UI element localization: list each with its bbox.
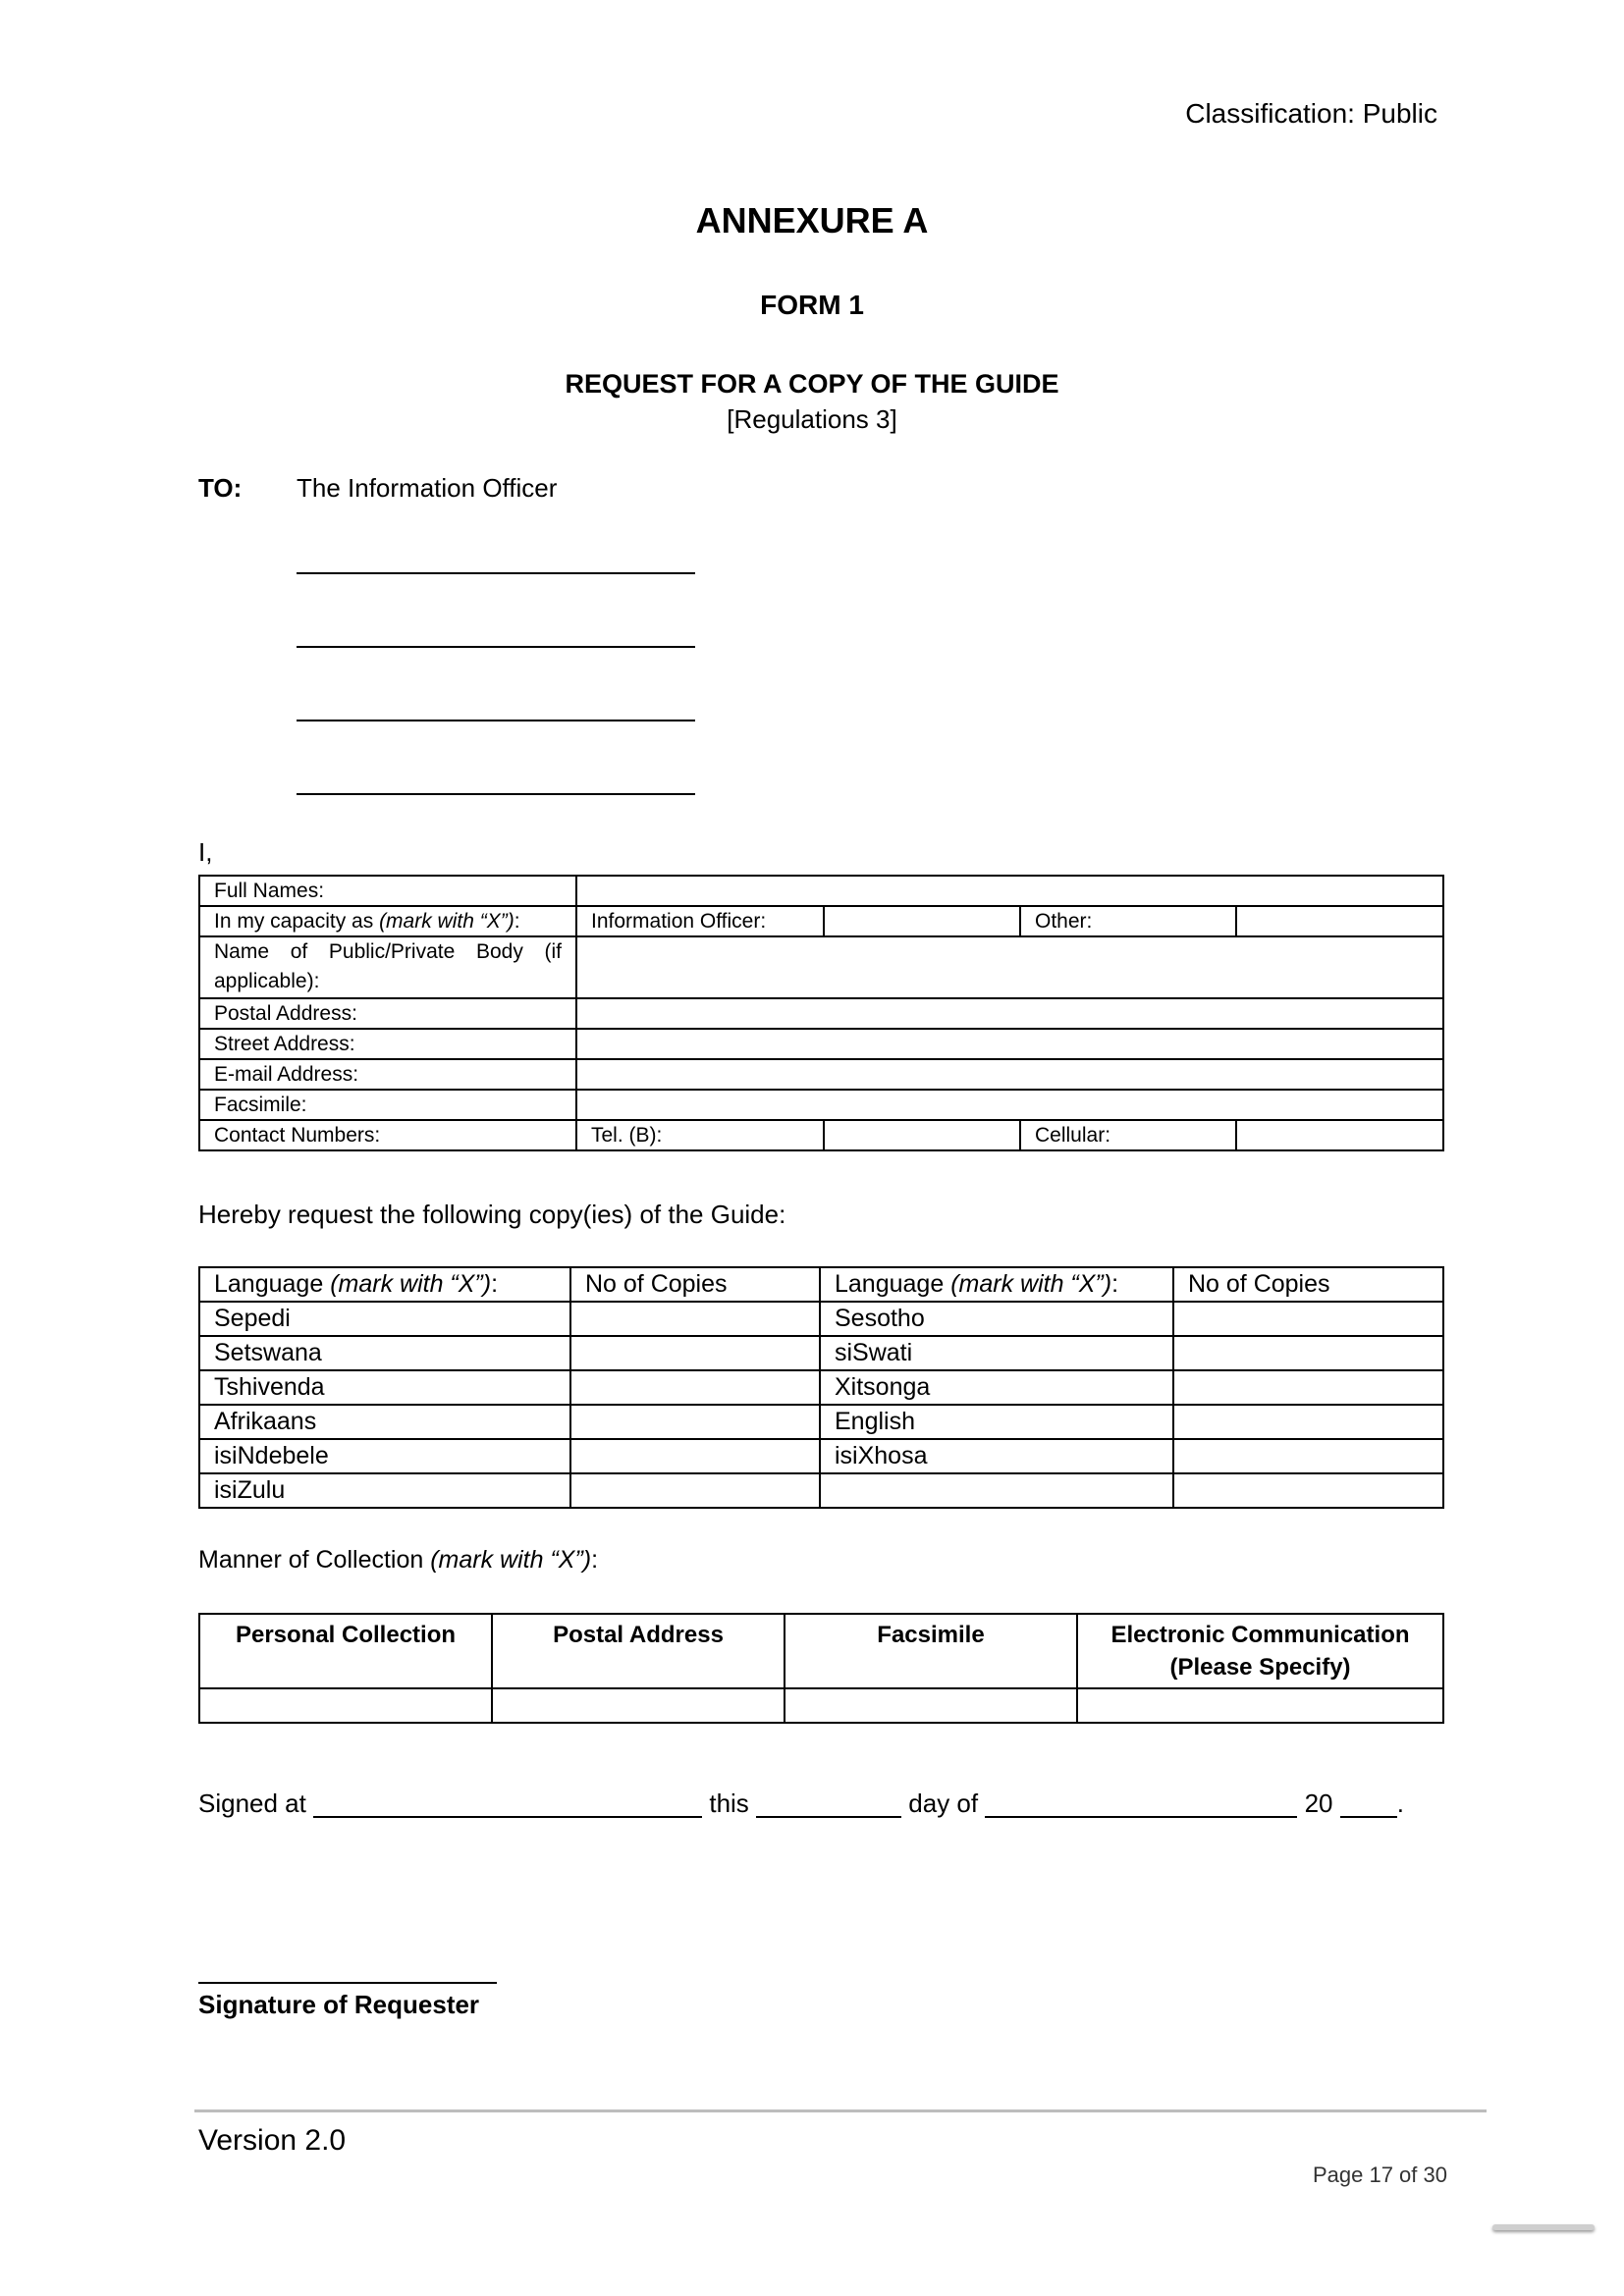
information-officer-label: Information Officer:: [576, 906, 824, 936]
table-row: [199, 1370, 1443, 1405]
to-label: TO:: [198, 473, 243, 503]
facsimile-mark-field[interactable]: [785, 1688, 1077, 1723]
email-address-label: E-mail Address:: [199, 1059, 576, 1090]
copies-intro: Hereby request the following copy(ies) of the Guide:: [198, 1200, 786, 1229]
personal-collection-mark-field[interactable]: [199, 1688, 492, 1723]
signature-label: Signature of Requester: [198, 1990, 480, 2019]
version-label: Version 2.0: [198, 2124, 347, 2157]
contact-numbers-label: Contact Numbers:: [199, 1120, 576, 1150]
electronic-communication-mark-field[interactable]: [1077, 1688, 1443, 1723]
facsimile-field[interactable]: [576, 1090, 1443, 1120]
language-header: Language (mark with “X”):: [820, 1267, 1173, 1302]
table-row: [199, 1302, 1443, 1336]
collection-method-table: [198, 1613, 1444, 1724]
body-name-label: Name of Public/Private Body (if applicable):: [199, 936, 576, 998]
signing-line: [198, 1789, 1404, 1818]
body-name-field[interactable]: [576, 936, 1443, 998]
classification-label: Classification: Public: [1185, 98, 1437, 129]
copies-field[interactable]: [1173, 1439, 1443, 1473]
language-cell[interactable]: isiZulu: [199, 1473, 570, 1508]
copies-field[interactable]: [570, 1439, 820, 1473]
year-field[interactable]: [1340, 1792, 1397, 1818]
table-row: [199, 1029, 1443, 1059]
copies-field[interactable]: [1173, 1302, 1443, 1336]
collection-intro: Manner of Collection (mark with “X”):: [198, 1546, 599, 1574]
personal-collection-header: Personal Collection: [199, 1614, 492, 1688]
copies-field: [1173, 1473, 1443, 1508]
footer-divider: [194, 2109, 1487, 2112]
other-label: Other:: [1020, 906, 1236, 936]
table-row: [199, 936, 1443, 998]
table-row: [199, 1439, 1443, 1473]
electronic-communication-header: Electronic Communication (Please Specify): [1077, 1614, 1443, 1688]
form-title: FORM 1: [760, 290, 864, 320]
address-line-4[interactable]: [297, 793, 695, 795]
page-corner-mark: [1492, 2224, 1595, 2230]
language-cell[interactable]: Xitsonga: [820, 1370, 1173, 1405]
postal-address-mark-field[interactable]: [492, 1688, 785, 1723]
postal-address-label: Postal Address:: [199, 998, 576, 1029]
street-address-label: Street Address:: [199, 1029, 576, 1059]
copies-field[interactable]: [570, 1473, 820, 1508]
language-copies-table: [198, 1266, 1444, 1509]
day-field[interactable]: [756, 1792, 901, 1818]
copies-field[interactable]: [1173, 1405, 1443, 1439]
facsimile-label: Facsimile:: [199, 1090, 576, 1120]
request-title: REQUEST FOR A COPY OF THE GUIDE: [565, 369, 1059, 399]
language-cell[interactable]: Setswana: [199, 1336, 570, 1370]
language-cell[interactable]: isiNdebele: [199, 1439, 570, 1473]
postal-address-header: Postal Address: [492, 1614, 785, 1688]
tel-label: Tel. (B):: [576, 1120, 824, 1150]
period: .: [1396, 1789, 1404, 1818]
table-row: [199, 1405, 1443, 1439]
signed-at-label: Signed at: [198, 1789, 306, 1818]
cellular-label: Cellular:: [1020, 1120, 1236, 1150]
regulations-reference: [Regulations 3]: [727, 404, 897, 434]
language-cell[interactable]: siSwati: [820, 1336, 1173, 1370]
day-of-label: day of: [908, 1789, 979, 1818]
language-header: Language (mark with “X”):: [199, 1267, 570, 1302]
table-row: [199, 1267, 1443, 1302]
cellular-field[interactable]: [1236, 1120, 1443, 1150]
table-row: [199, 876, 1443, 906]
address-line-1[interactable]: [297, 572, 695, 574]
copies-header: No of Copies: [1173, 1267, 1443, 1302]
requester-intro: I,: [198, 837, 213, 867]
copies-field[interactable]: [1173, 1336, 1443, 1370]
capacity-label: In my capacity as (mark with “X”):: [199, 906, 576, 936]
full-names-field[interactable]: [576, 876, 1443, 906]
language-cell[interactable]: English: [820, 1405, 1173, 1439]
table-row: [199, 1473, 1443, 1508]
requester-details-table: [198, 875, 1444, 1151]
language-cell[interactable]: Sepedi: [199, 1302, 570, 1336]
annexure-title: ANNEXURE A: [695, 200, 929, 240]
language-cell: [820, 1473, 1173, 1508]
copies-field[interactable]: [570, 1405, 820, 1439]
signed-at-field[interactable]: [313, 1792, 702, 1818]
table-row: [199, 1090, 1443, 1120]
email-address-field[interactable]: [576, 1059, 1443, 1090]
copies-field[interactable]: [570, 1336, 820, 1370]
tel-field[interactable]: [824, 1120, 1020, 1150]
page-number: Page 17 of 30: [1312, 2163, 1447, 2187]
year-prefix: 20: [1304, 1789, 1333, 1818]
table-row: [199, 1688, 1443, 1723]
addressee: The Information Officer: [297, 473, 558, 503]
language-cell[interactable]: Tshivenda: [199, 1370, 570, 1405]
facsimile-header: Facsimile: [785, 1614, 1077, 1688]
street-address-field[interactable]: [576, 1029, 1443, 1059]
full-names-label: Full Names:: [199, 876, 576, 906]
table-row: [199, 998, 1443, 1029]
table-row: [199, 1059, 1443, 1090]
month-field[interactable]: [985, 1792, 1297, 1818]
copies-field[interactable]: [570, 1302, 820, 1336]
information-officer-mark-field[interactable]: [824, 906, 1020, 936]
table-row: [199, 1120, 1443, 1150]
table-row: [199, 906, 1443, 936]
other-mark-field[interactable]: [1236, 906, 1443, 936]
this-label: this: [709, 1789, 749, 1818]
copies-field[interactable]: [1173, 1370, 1443, 1405]
address-line-3[interactable]: [297, 720, 695, 721]
language-cell[interactable]: Afrikaans: [199, 1405, 570, 1439]
address-line-2[interactable]: [297, 646, 695, 648]
language-cell[interactable]: Sesotho: [820, 1302, 1173, 1336]
postal-address-field[interactable]: [576, 998, 1443, 1029]
table-row: [199, 1614, 1443, 1688]
copies-field[interactable]: [570, 1370, 820, 1405]
signature-line[interactable]: [198, 1982, 497, 1984]
table-row: [199, 1336, 1443, 1370]
language-cell[interactable]: isiXhosa: [820, 1439, 1173, 1473]
copies-header: No of Copies: [570, 1267, 820, 1302]
